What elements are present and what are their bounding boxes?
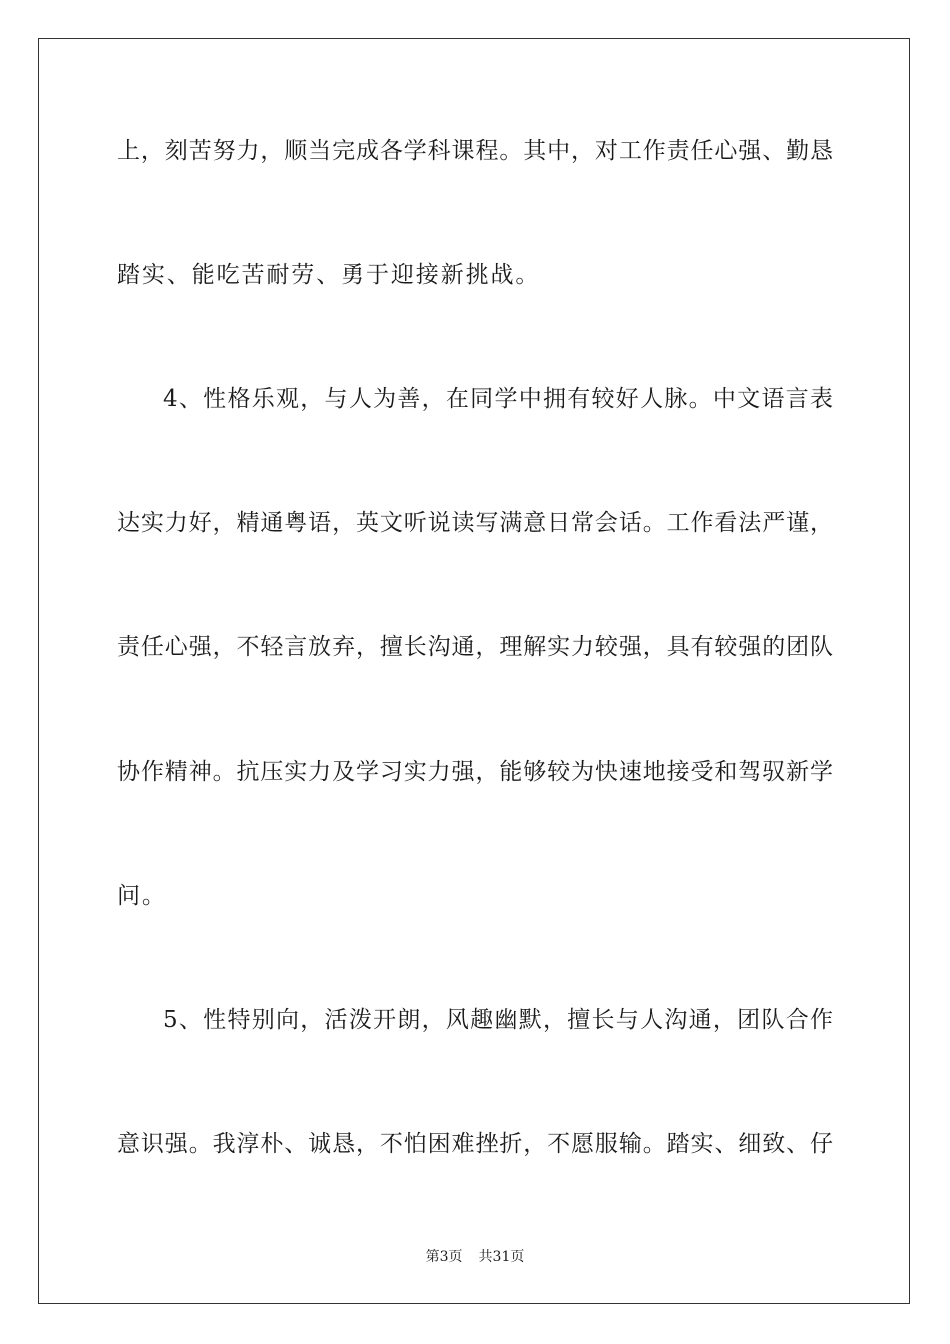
text-line-1: 上，刻苦努力，顺当完成各学科课程。其中，对工作责任心强、勤恳 xyxy=(117,138,833,164)
text-line-9: 意识强。我淳朴、诚恳，不怕困难挫折，不愿服输。踏实、细致、仔 xyxy=(117,1131,833,1157)
text-line-6: 协作精神。抗压实力及学习实力强，能够较为快速地接受和驾驭新学 xyxy=(117,759,833,785)
page-footer xyxy=(0,1248,950,1266)
text-line-7: 问。 xyxy=(117,883,167,909)
page-number-current: 第3页 xyxy=(425,1249,463,1265)
page-number-total: 共31页 xyxy=(478,1249,525,1265)
page-border xyxy=(38,38,910,1304)
text-line-3: 4、性格乐观，与人为善，在同学中拥有较好人脉。中文语言表 xyxy=(163,386,833,412)
text-line-2: 踏实、能吃苦耐劳、勇于迎接新挑战。 xyxy=(117,262,541,288)
text-line-4: 达实力好，精通粤语，英文听说读写满意日常会话。工作看法严谨， xyxy=(117,510,833,536)
text-line-8: 5、性特别向，活泼开朗，风趣幽默，擅长与人沟通，团队合作 xyxy=(163,1007,833,1033)
text-line-5: 责任心强，不轻言放弃，擅长沟通，理解实力较强，具有较强的团队 xyxy=(117,634,833,660)
